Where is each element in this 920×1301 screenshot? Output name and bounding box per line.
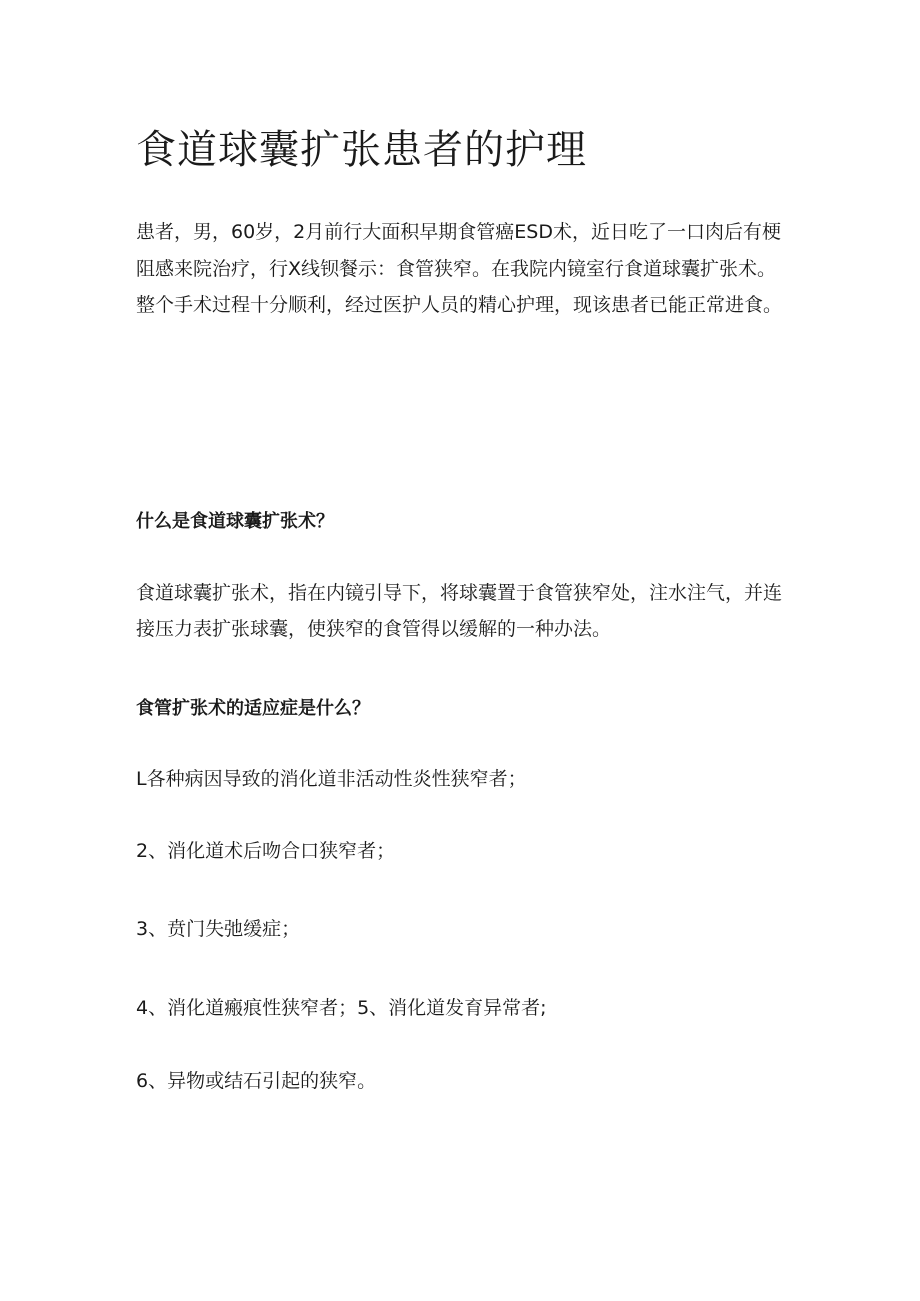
section-heading-what-is: 什么是食道球囊扩张术？ (136, 511, 334, 532)
indication-item: L各种病因导致的消化道非活动性炎性狭窄者； (136, 768, 527, 790)
case-intro-paragraph: 患者，男，60岁，2月前行大面积早期食管癌ESD术，近日吃了一口肉后有梗阻感来院治疗，行X线钡餐示：食管狭窄。在我院内镜室行食道球囊扩张术。整个手术过程十分顺利，经过医护人员的精心护理，现该患者已能正常进食。 (136, 221, 783, 316)
indication-item: 3、贲门失弛缓症； (136, 918, 301, 940)
definition-paragraph: 食道球囊扩张术，指在内镜引导下，将球囊置于食管狭窄处，注水注气，并连接压力表扩张球囊，使狭窄的食管得以缓解的一种办法。 (136, 582, 783, 640)
indication-item: 6、异物或结石引起的狭窄。 (136, 1070, 377, 1092)
indication-item: 2、消化道术后吻合口狭窄者； (136, 840, 396, 862)
section-heading-indications: 食管扩张术的适应症是什么？ (136, 698, 370, 719)
document-title: 食道球囊扩张患者的护理 (136, 127, 587, 173)
indication-item: 4、消化道瘢痕性狭窄者；5、消化道发育异常者; (136, 997, 547, 1019)
